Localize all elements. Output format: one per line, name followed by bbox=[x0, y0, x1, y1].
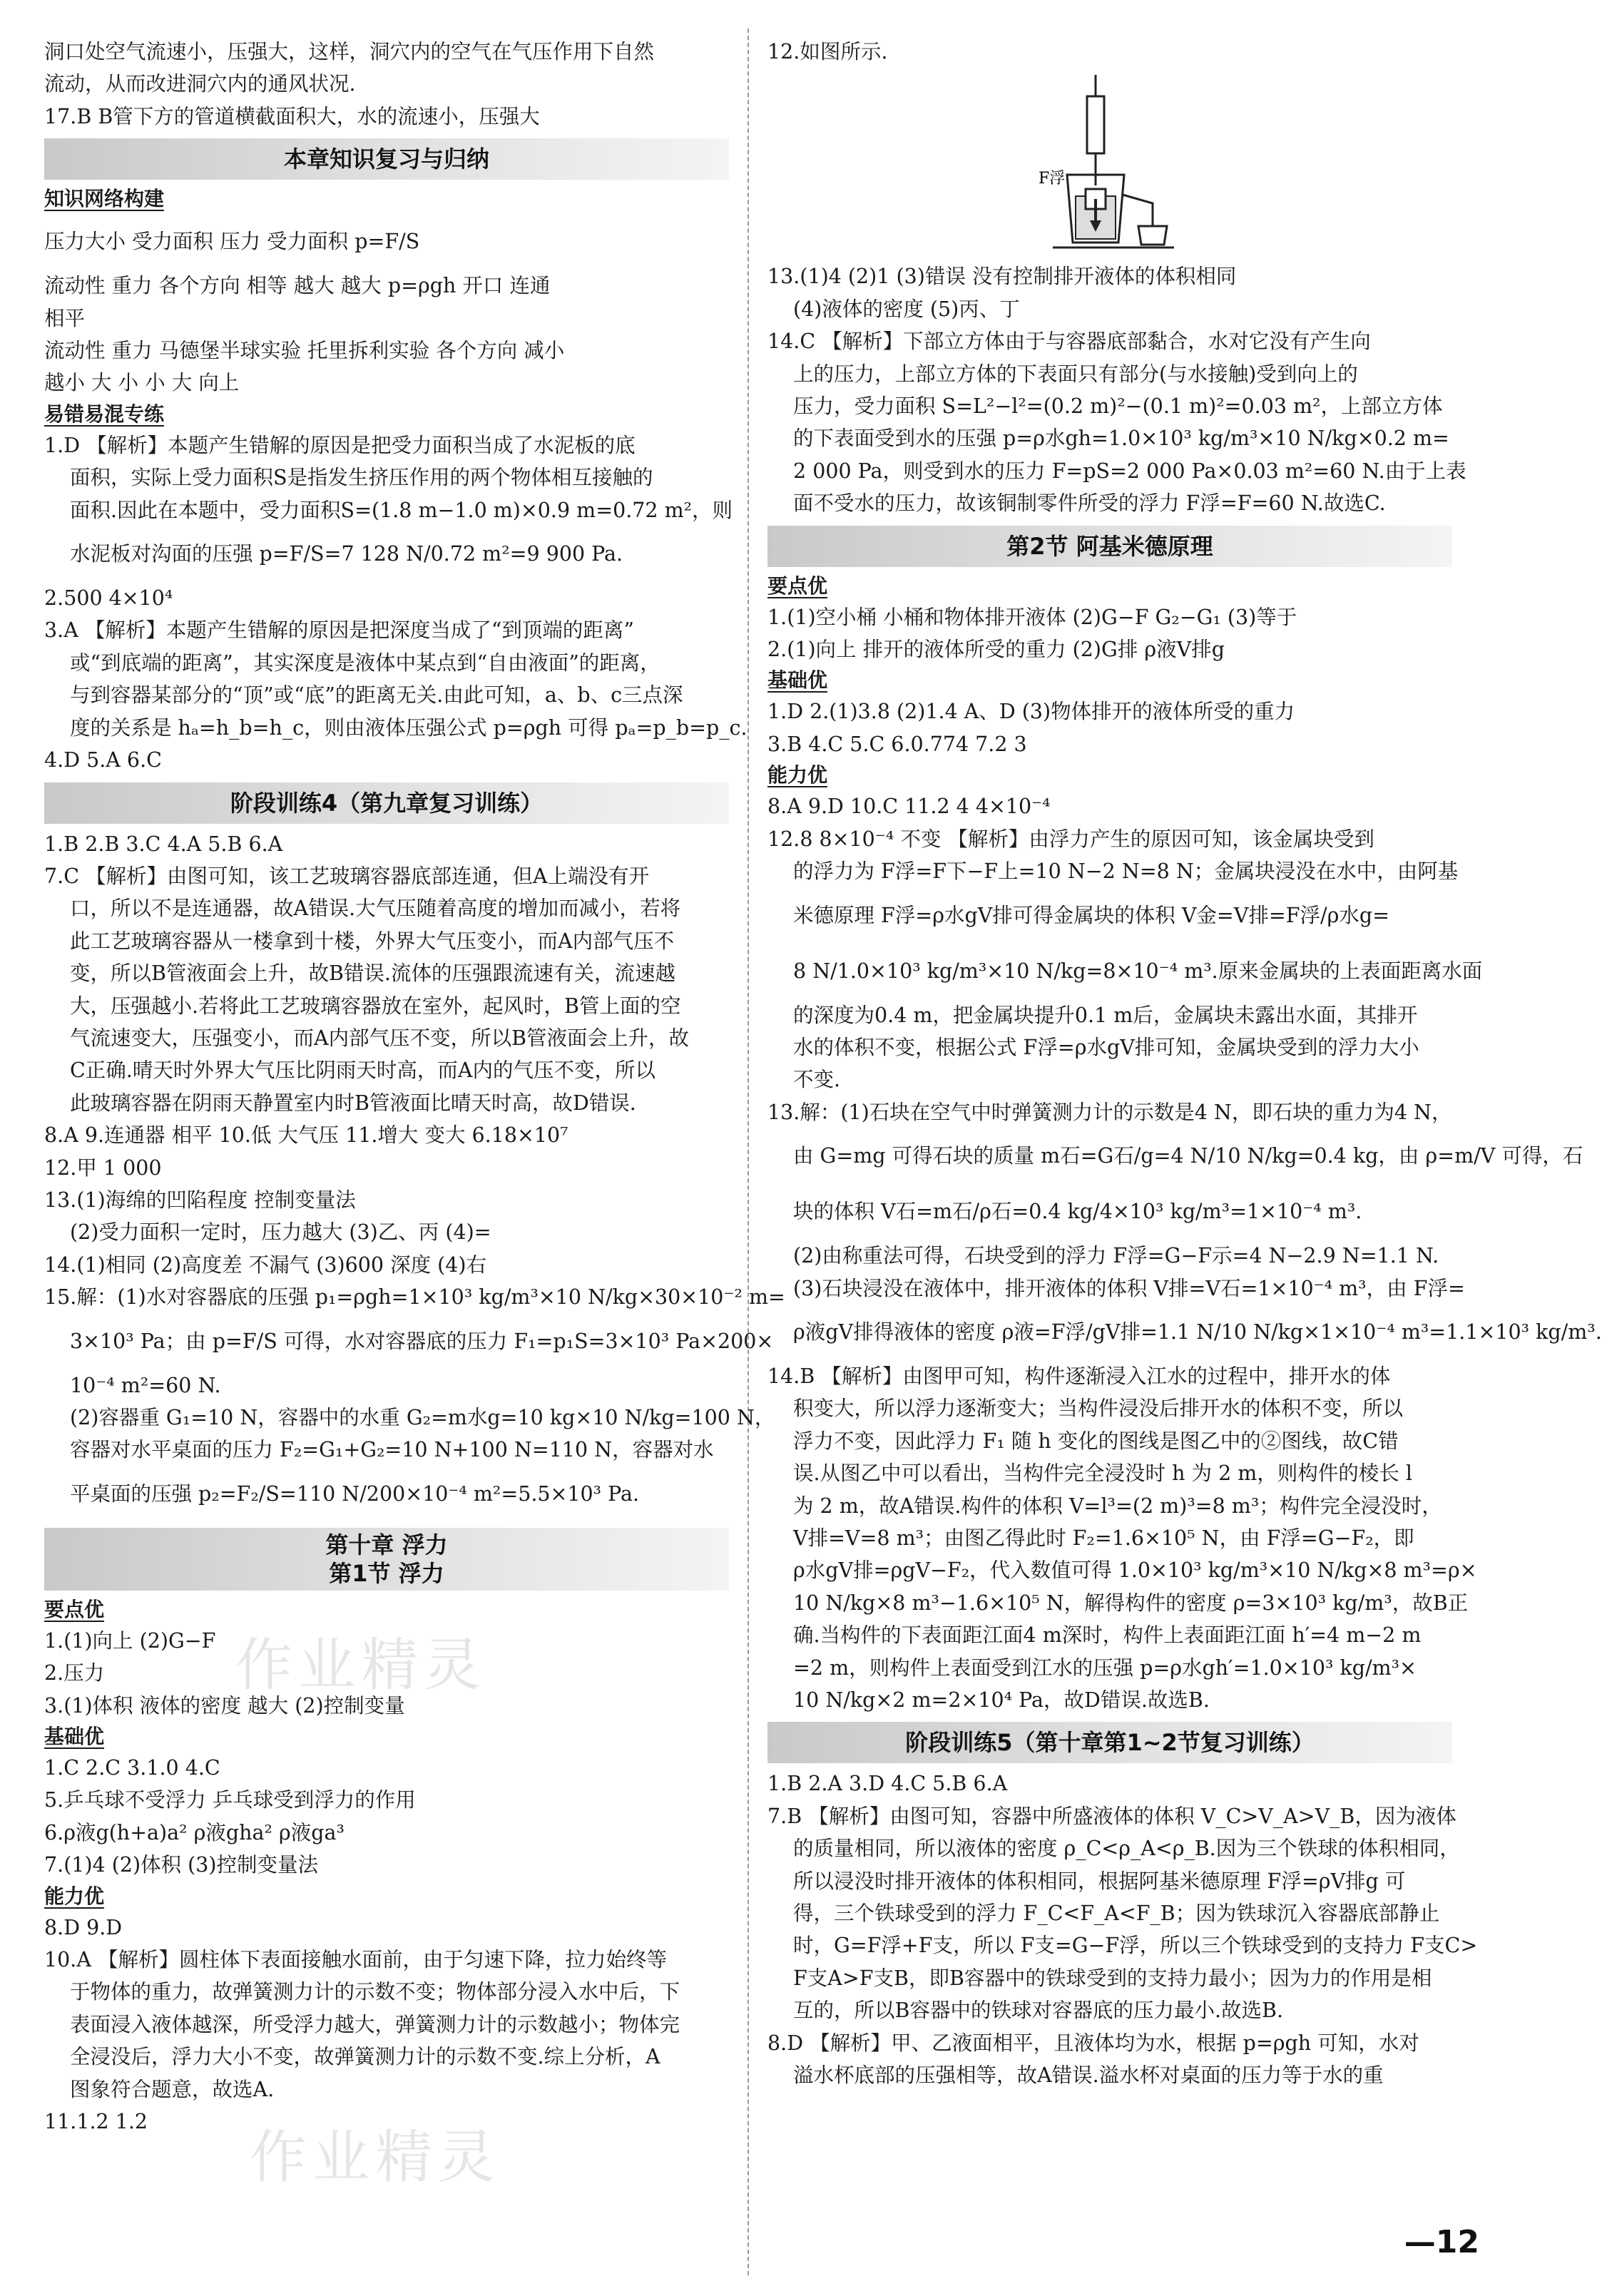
answer-line: F支A>F支B，即B容器中的铁球受到的支持力最小；因为力的作用是相 bbox=[793, 1966, 1432, 1990]
answer-line: 或“到底端的距离”，其实深度是液体中某点到“自由液面”的距离， bbox=[70, 650, 660, 675]
answer-line: 3×10³ Pa；由 p=F/S 可得，水对容器底的压力 F₁=p₁S=3×10³ Pa×200× bbox=[70, 1329, 774, 1353]
force-label: F浮 bbox=[1039, 170, 1066, 188]
watermark: 作业精灵 bbox=[235, 1632, 486, 1698]
answer-line: 由 G=mg 可得石块的质量 m石=G石/g=4 N/10 N/kg=0.4 kg，由 ρ=m/V 可得，石 bbox=[793, 1144, 1583, 1168]
answer-line: 14.B 【解析】由图甲可知，构件逐渐浸入江水的过程中，排开水的体 bbox=[767, 1364, 1391, 1388]
answer-line: 块的体积 V石=m石/ρ石=0.4 kg/4×10³ kg/m³=1×10⁻⁴ m³. bbox=[793, 1200, 1362, 1224]
answer-line: 1.D 2.(1)3.8 (2)1.4 A、D (3)物体排开的液体所受的重力 bbox=[767, 700, 1295, 724]
answer-line: 2.500 4×10⁴ bbox=[44, 586, 173, 611]
answer-line: 度的关系是 hₐ=h_b=h_c，则由液体压强公式 p=ρgh 可得 pₐ=p_b=p_c. bbox=[70, 715, 748, 740]
answer-line: 互的，所以B容器中的铁球对容器底的压力最小.故选B. bbox=[793, 1999, 1284, 2023]
answer-line: 米德原理 F浮=ρ水gV排可得金属块的体积 V金=V排=F浮/ρ水g= bbox=[793, 903, 1390, 927]
answer-line: 10 N/kg×2 m=2×10⁴ Pa，故D错误.故选B. bbox=[793, 1688, 1210, 1712]
answer-line: 1.B 2.A 3.D 4.C 5.B 6.A bbox=[767, 1772, 1008, 1796]
answer-line: 1.(1)空小桶 小桶和物体排开液体 (2)G−F G₂−G₁ (3)等于 bbox=[767, 605, 1297, 629]
subsection-heading: 基础优 bbox=[44, 1725, 105, 1749]
answer-line: 3.A 【解析】本题产生错解的原因是把深度当成了“到顶端的距离” bbox=[44, 618, 634, 643]
answer-line: (2)由称重法可得，石块受到的浮力 F浮=G−F示=4 N−2.9 N=1.1 N. bbox=[793, 1244, 1439, 1268]
answer-line: (3)石块浸没在液体中，排开液体的体积 V排=V石=1×10⁻⁴ m³，由 F浮= bbox=[793, 1276, 1465, 1300]
answer-line: (4)液体的密度 (5)丙、丁 bbox=[793, 297, 1020, 321]
answer-line: 积变大，所以浮力逐渐变大；当构件浸没后排开水的体积不变，所以 bbox=[793, 1397, 1404, 1421]
subsection-heading: 知识网络构建 bbox=[44, 187, 165, 211]
section-heading: 本章知识复习与归纳 bbox=[44, 138, 729, 180]
answer-line: 压力，受力面积 S=L²−l²=(0.2 m)²−(0.1 m)²=0.03 m²，上部立方体 bbox=[793, 394, 1443, 419]
answer-line: 确.当构件的下表面距江面4 m深时，构件上表面距江面 h′=4 m−2 m bbox=[793, 1623, 1422, 1648]
answer-line: =2 m，则构件上表面受到江水的压强 p=ρ水gh′=1.0×10³ kg/m³× bbox=[793, 1655, 1417, 1680]
answer-line: 流动性 重力 各个方向 相等 越大 越大 p=ρgh 开口 连通 bbox=[44, 274, 551, 298]
answer-line: 流动性 重力 马德堡半球实验 托里拆利实验 各个方向 减小 bbox=[44, 339, 565, 363]
answer-line: 2.(1)向上 排开的液体所受的重力 (2)G排 ρ液V排g bbox=[767, 638, 1225, 662]
section-heading: 阶段训练4（第九章复习训练） bbox=[44, 782, 729, 824]
answer-line: 流动，从而改进洞穴内的通风状况. bbox=[44, 72, 356, 96]
section-heading: 阶段训练5（第十章第1~2节复习训练） bbox=[767, 1722, 1452, 1763]
answer-line: 13.解：(1)石块在空气中时弹簧测力计的示数是4 N，即石块的重力为4 N， bbox=[767, 1100, 1452, 1124]
answer-line: 15.解：(1)水对容器底的压强 p₁=ρgh=1×10³ kg/m³×10 N/kg×30×10⁻² m= bbox=[44, 1285, 785, 1310]
answer-line: 平桌面的压强 p₂=F₂/S=110 N/200×10⁻⁴ m²=5.5×10³ Pa. bbox=[70, 1481, 640, 1506]
answer-line: 1.D 【解析】本题产生错解的原因是把受力面积当成了水泥板的底 bbox=[44, 433, 636, 457]
answer-line: 3.(1)体积 液体的密度 越大 (2)控制变量 bbox=[44, 1693, 405, 1718]
column-divider bbox=[748, 29, 749, 2275]
answer-line: (2)受力面积一定时，压力越大 (3)乙、丙 (4)= bbox=[70, 1220, 491, 1245]
answer-line: 浮力不变，因此浮力 F₁ 随 h 变化的图线是图乙中的②图线，故C错 bbox=[793, 1429, 1399, 1453]
answer-line: 6.ρ液g(h+a)a² ρ液gha² ρ液ga³ bbox=[44, 1820, 345, 1845]
answer-line: 气流速变大，压强变小，而A内部气压不变，所以B管液面会上升，故 bbox=[70, 1026, 690, 1050]
answer-line: 面不受水的压力，故该铜制零件所受的浮力 F浮=F=60 N.故选C. bbox=[793, 491, 1386, 516]
answer-line: 时，G=F浮+F支，所以 F支=G−F浮，所以三个铁球受到的支持力 F支C> bbox=[793, 1934, 1478, 1958]
answer-line: 变，所以B管液面会上升，故B错误.流体的压强跟流速有关，流速越 bbox=[70, 961, 675, 986]
answer-line: 8.A 9.连通器 相平 10.低 大气压 11.增大 变大 6.18×10⁷ bbox=[44, 1123, 568, 1148]
answer-line: 不变. bbox=[793, 1068, 841, 1092]
answer-line: 的深度为0.4 m，把金属块提升0.1 m后，金属块未露出水面，其排开 bbox=[793, 1003, 1418, 1027]
answer-line: 17.B B管下方的管道横截面积大，水的流速小，压强大 bbox=[44, 104, 540, 128]
answer-line: 所以浸没时排开液体的体积相同，根据阿基米德原理 F浮=ρV排g 可 bbox=[793, 1869, 1406, 1893]
answer-line: 3.B 4.C 5.C 6.0.774 7.2 3 bbox=[767, 732, 1027, 756]
subsection-heading: 能力优 bbox=[44, 1884, 105, 1908]
answer-line: 口，所以不是连通器，故A错误.大气压随着高度的增加而减小，若将 bbox=[70, 897, 681, 921]
answer-line: 的下表面受到水的压强 p=ρ水gh=1.0×10³ kg/m³×10 N/kg×0.2 m= bbox=[793, 427, 1449, 451]
page-number: —12 bbox=[1404, 2224, 1479, 2260]
answer-line: 10⁻⁴ m²=60 N. bbox=[70, 1373, 221, 1397]
answer-line: 8 N/1.0×10³ kg/m³×10 N/kg=8×10⁻⁴ m³.原来金属块的上表面距离水面 bbox=[793, 959, 1483, 983]
answer-line: 13.(1)4 (2)1 (3)错误 没有控制排开液体的体积相同 bbox=[767, 265, 1237, 289]
answer-line: 5.乒乓球不受浮力 乒乓球受到浮力的作用 bbox=[44, 1788, 416, 1812]
subsection-heading: 能力优 bbox=[767, 763, 828, 787]
answer-line: 4.D 5.A 6.C bbox=[44, 748, 162, 772]
answer-line: (2)容器重 G₁=10 N，容器中的水重 G₂=m水g=10 kg×10 N/kg=100 N， bbox=[70, 1406, 775, 1429]
answer-line: 8.D 【解析】甲、乙液面相平，且液体均为水，根据 p=ρgh 可知，水对 bbox=[767, 2031, 1419, 2055]
answer-line: V排=V=8 m³；由图乙得此时 F₂=1.6×10⁵ N，由 F浮=G−F₂，即 bbox=[793, 1526, 1414, 1550]
answer-line: 此玻璃容器在阴雨天静置室内时B管液面比晴天时高，故D错误. bbox=[70, 1091, 636, 1115]
buoyancy-figure bbox=[767, 68, 1452, 260]
answer-line: 容器对水平桌面的压力 F₂=G₁+G₂=10 N+100 N=110 N，容器对水 bbox=[70, 1438, 714, 1462]
answer-line: 溢水杯底部的压强相等，故A错误.溢水杯对桌面的压力等于水的重 bbox=[793, 2063, 1384, 2088]
subsection-heading: 基础优 bbox=[767, 668, 828, 693]
answer-line: 水的体积不变，根据公式 F浮=ρ水gV排可知，金属块受到的浮力大小 bbox=[793, 1035, 1419, 1059]
answer-line: 越小 大 小 小 大 向上 bbox=[44, 371, 240, 395]
answer-line: 12.8 8×10⁻⁴ 不变 【解析】由浮力产生的原因可知，该金属块受到 bbox=[767, 827, 1374, 851]
answer-line: ρ液gV排得液体的密度 ρ液=F浮/gV排=1.1 N/10 N/kg×1×10⁻⁴ m³=1.1×10³ kg/m³. bbox=[793, 1320, 1602, 1344]
answer-line: 7.(1)4 (2)体积 (3)控制变量法 bbox=[44, 1853, 319, 1877]
answer-line: 全浸没后，浮力大小不变，故弹簧测力计的示数不变.综上分析，A bbox=[70, 2045, 660, 2069]
answer-line: 14.C 【解析】下部立方体由于与容器底部黏合，水对它没有产生向 bbox=[767, 330, 1371, 354]
section-heading: 第2节 阿基米德原理 bbox=[767, 526, 1452, 567]
subsection-heading: 易错易混专练 bbox=[44, 402, 165, 426]
answer-line: 1.C 2.C 3.1.0 4.C bbox=[44, 1756, 220, 1780]
answer-line: 为 2 m，故A错误.构件的体积 V=l³=(2 m)³=8 m³；构件完全浸没时， bbox=[793, 1494, 1442, 1518]
answer-line: 1.B 2.B 3.C 4.A 5.B 6.A bbox=[44, 832, 283, 856]
right-column bbox=[767, 36, 1602, 2091]
subsection-heading: 要点优 bbox=[44, 1597, 105, 1621]
answer-line: 误.从图乙中可以看出，当构件完全浸没时 h 为 2 m，则构件的棱长 l bbox=[793, 1461, 1412, 1486]
answer-line: 11.1.2 1.2 bbox=[44, 2110, 148, 2134]
answer-line: 10.A 【解析】圆柱体下表面接触水面前，由于匀速下降，拉力始终等 bbox=[44, 1948, 667, 1972]
answer-line: 7.B 【解析】由图可知，容器中所盛液体的体积 V_C>V_A>V_B，因为液体 bbox=[767, 1804, 1456, 1828]
answer-line: 表面浸入液体越深，所受浮力越大，弹簧测力计的示数越小；物体完 bbox=[70, 2012, 680, 2036]
answer-line: 2.压力 bbox=[44, 1661, 105, 1685]
answer-line: 7.C 【解析】由图可知，该工艺玻璃容器底部连通，但A上端没有开 bbox=[44, 864, 650, 888]
answer-line: 1.(1)向上 (2)G−F bbox=[44, 1628, 216, 1653]
answer-line: 此工艺玻璃容器从一楼拿到十楼，外界大气压变小，而A内部气压不 bbox=[70, 929, 675, 953]
subsection-heading: 要点优 bbox=[767, 573, 828, 598]
section-heading: 第十章 浮力 第1节 浮力 bbox=[44, 1528, 729, 1591]
answer-line: 于物体的重力，故弹簧测力计的示数不变；物体部分浸入水中后，下 bbox=[70, 1980, 680, 2004]
answer-line: 得，三个铁球受到的浮力 F_C<F_A<F_B；因为铁球沉入容器底部静止 bbox=[793, 1902, 1440, 1926]
answer-line: 与到容器某部分的“顶”或“底”的距离无关.由此可知，a、b、c三点深 bbox=[70, 683, 683, 708]
answer-line: 12.甲 1 000 bbox=[44, 1155, 162, 1180]
answer-line: 13.(1)海绵的凹陷程度 控制变量法 bbox=[44, 1188, 356, 1212]
left-column bbox=[44, 36, 785, 2138]
answer-line: 14.(1)相同 (2)高度差 不漏气 (3)600 深度 (4)右 bbox=[44, 1252, 487, 1277]
answer-line: 12.如图所示. bbox=[767, 40, 888, 63]
answer-line: 10 N/kg×8 m³−1.6×10⁵ N，解得构件的密度 ρ=3×10³ kg/m³，故B正 bbox=[793, 1591, 1469, 1615]
answer-line: 水泥板对沟面的压强 p=F/S=7 128 N/0.72 m²=9 900 Pa. bbox=[70, 542, 623, 566]
answer-line: 洞口处空气流速小，压强大，这样，洞穴内的空气在气压作用下自然 bbox=[44, 40, 655, 63]
answer-line: 2 000 Pa，则受到水的压力 F=pS=2 000 Pa×0.03 m²=60 N.由于上表 bbox=[793, 459, 1466, 483]
answer-line: 面积.因此在本题中，受力面积S=(1.8 m−1.0 m)×0.9 m=0.72 m²，则 bbox=[70, 498, 733, 522]
answer-line: 上的压力，上部立方体的下表面只有部分(与水接触)受到向上的 bbox=[793, 362, 1358, 386]
answer-line: 压力大小 受力面积 压力 受力面积 p=F/S bbox=[44, 230, 420, 254]
answer-line: 相平 bbox=[44, 306, 86, 330]
watermark: 作业精灵 bbox=[250, 2124, 501, 2190]
answer-line: ρ水gV排=ρgV−F₂，代入数值可得 1.0×10³ kg/m³×10 N/kg×8 m³=ρ× bbox=[793, 1558, 1477, 1583]
answer-line: 面积，实际上受力面积S是指发生挤压作用的两个物体相互接触的 bbox=[70, 466, 653, 490]
answer-line: 大，压强越小.若将此工艺玻璃容器放在室外，起风时，B管上面的空 bbox=[70, 994, 681, 1018]
answer-line: 的质量相同，所以液体的密度 ρ_C<ρ_A<ρ_B.因为三个铁球的体积相同， bbox=[793, 1837, 1460, 1861]
answer-line: C正确.晴天时外界大气压比阴雨天时高，而A内的气压不变，所以 bbox=[70, 1058, 655, 1083]
answer-line: 8.D 9.D bbox=[44, 1915, 123, 1939]
answer-line: 8.A 9.D 10.C 11.2 4 4×10⁻⁴ bbox=[767, 795, 1051, 819]
answer-line: 图象符合题意，故选A. bbox=[70, 2077, 275, 2101]
answer-line: 的浮力为 F浮=F下−F上=10 N−2 N=8 N；金属块浸没在水中，由阿基 bbox=[793, 859, 1459, 884]
